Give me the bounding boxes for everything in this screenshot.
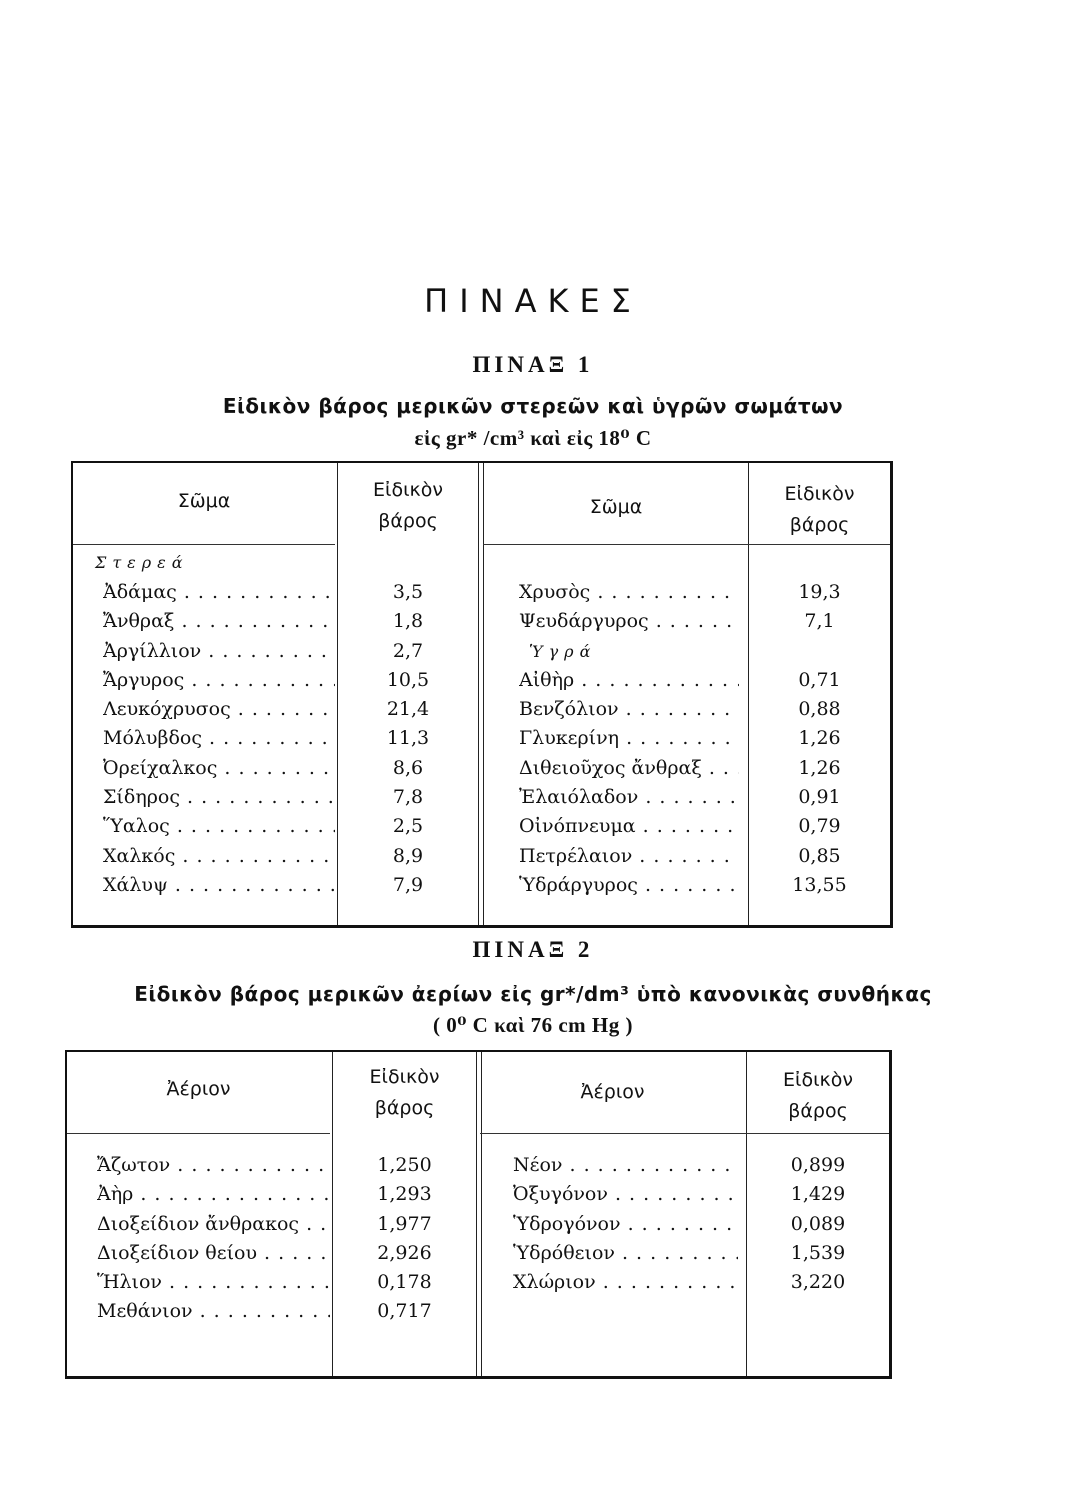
table1-header-body-right: Σῶμα — [589, 496, 643, 518]
specific-weight-value: 1,26 — [798, 756, 841, 779]
gas-name: Ὑδρογόνον . . . — [513, 1210, 738, 1239]
specific-weight-value: 1,977 — [377, 1212, 432, 1235]
substance-name: Ψευδάργυρος . . . — [519, 607, 739, 636]
table2-caption-line2: ( 0⁰ C καὶ 76 cm Hg ) — [432, 1013, 634, 1037]
table1-left-names — [103, 578, 335, 900]
table2-right-names — [513, 1151, 738, 1297]
specific-weight-value: 1,26 — [798, 727, 841, 750]
substance-name: Βενζόλιον . . . — [519, 695, 739, 724]
table1-caption-line2: εἰς gr* /cm³ καὶ εἰς 18⁰ C — [414, 426, 652, 450]
specific-weight-value: 7,8 — [392, 786, 424, 809]
substance-name: Χαλκός . . . — [103, 842, 335, 871]
specific-weight-value: 2,926 — [377, 1241, 432, 1264]
substance-name: Γλυκερίνη . . . — [519, 724, 739, 753]
specific-weight-value: 0,85 — [798, 844, 841, 867]
specific-weight-value: 13,55 — [792, 873, 847, 896]
specific-weight-value: 0,91 — [798, 786, 841, 809]
table2-caption-line1: Εἰδικὸν βάρος μερικῶν ἀερίων εἰς gr*/dm³ ὑπὸ κανονικὰς συνθήκας — [134, 982, 932, 1006]
gas-name: Διοξείδιον θείου . . . — [97, 1239, 330, 1268]
table1-caption-line1: Εἰδικὸν βάρος μερικῶν στερεῶν καὶ ὑγρῶν σωμάτων — [222, 394, 844, 418]
gas-name: Μεθάνιον . . . — [97, 1297, 330, 1326]
table2-header-weight-right: Εἰδικὸν βάρος — [783, 1069, 853, 1122]
substance-name: Χάλυψ . . . — [103, 871, 335, 900]
table2-heading: ΠΙΝΑΞ 2 — [472, 937, 594, 962]
substance-name: Ἀργίλλιον . . . — [103, 637, 335, 666]
specific-weight-value: 1,293 — [377, 1183, 432, 1206]
substance-name: Ἄνθραξ . . . — [103, 607, 335, 636]
substance-name: Ἐλαιόλαδον . . . — [519, 783, 739, 812]
specific-weight-value: 2,7 — [392, 639, 424, 662]
table1-header-weight-right: Εἰδικὸν βάρος — [784, 483, 855, 536]
table1-header-body-left: Σῶμα — [177, 490, 231, 512]
substance-name: Ἀδάμας . . . — [103, 578, 335, 607]
substance-name: Ὕαλος . . . — [103, 812, 335, 841]
gas-name: Ὀξυγόνον . . . — [513, 1180, 738, 1209]
substance-name: Μόλυβδος . . . — [103, 724, 335, 753]
specific-weight-value: 19,3 — [798, 581, 841, 603]
gas-name: Ἄζωτον . . . — [97, 1151, 330, 1180]
row-spacer — [749, 637, 890, 666]
substance-name: Λευκόχρυσος . . . — [103, 695, 335, 724]
section-label-liquids: Ὑγρά — [529, 641, 597, 661]
table1-left-values — [338, 578, 478, 900]
specific-weight-value: 11,3 — [386, 727, 430, 750]
table2-right-values — [747, 1151, 889, 1297]
table2-left-values — [333, 1151, 476, 1327]
specific-weight-value: 0,899 — [790, 1154, 846, 1176]
specific-weight-value: 8,9 — [392, 844, 424, 867]
table1-right-names — [519, 578, 739, 900]
specific-weight-value: 3,220 — [790, 1271, 846, 1294]
specific-weight-value: 1,8 — [392, 610, 424, 633]
specific-weight-value: 21,4 — [386, 698, 430, 721]
table1 — [71, 461, 893, 928]
table2-header-weight-left: Εἰδικὸν βάρος — [369, 1066, 440, 1119]
table2-header-body-right: Ἀέριον — [580, 1081, 645, 1103]
gas-name: Ἀὴρ . . . — [97, 1180, 330, 1209]
gas-name: Διοξείδιον ἄνθρακος . . . — [97, 1210, 330, 1239]
substance-name: Αἰθὴρ . . . — [519, 666, 739, 695]
specific-weight-value: 8,6 — [392, 756, 424, 779]
specific-weight-value: 0,717 — [377, 1300, 432, 1323]
table1-right-values — [749, 578, 890, 900]
table2-left-names — [97, 1151, 330, 1327]
substance-name: Σίδηρος . . . — [103, 783, 335, 812]
gas-name: Χλώριον . . . — [513, 1268, 738, 1297]
page-title: ΠΙΝΑΚΕΣ — [424, 282, 642, 320]
specific-weight-value: 7,1 — [804, 610, 835, 633]
gas-name: Νέον . . . — [513, 1151, 738, 1180]
section-label-solids: Στερεά — [95, 553, 189, 572]
specific-weight-value: 7,9 — [392, 873, 424, 896]
specific-weight-value: 2,5 — [392, 815, 424, 838]
specific-weight-value: 1,250 — [377, 1154, 432, 1176]
gas-name: Ὑδρόθειον . . . — [513, 1239, 738, 1268]
specific-weight-value: 0,178 — [377, 1271, 432, 1294]
specific-weight-value: 0,089 — [790, 1212, 846, 1235]
specific-weight-value: 1,539 — [790, 1241, 846, 1264]
table2-header-body-left: Ἀέριον — [166, 1078, 231, 1100]
substance-name: Ὑδράργυρος . . . — [519, 871, 739, 900]
table1-heading: ΠΙΝΑΞ 1 — [472, 352, 594, 377]
substance-name: Ὀρείχαλκος . . . — [103, 754, 335, 783]
specific-weight-value: 3,5 — [392, 581, 424, 603]
substance-name: Χρυσὸς . . . — [519, 578, 739, 607]
specific-weight-value: 10,5 — [386, 668, 430, 691]
specific-weight-value: 0,88 — [798, 698, 841, 721]
specific-weight-value: 1,429 — [790, 1183, 846, 1206]
substance-name: Ἄργυρος . . . — [103, 666, 335, 695]
table2 — [65, 1050, 892, 1379]
gas-name: Ἥλιον . . . — [97, 1268, 330, 1297]
substance-name: Διθειοῦχος ἄνθραξ . . . — [519, 754, 739, 783]
specific-weight-value: 0,71 — [798, 668, 841, 691]
table1-header-weight-left: Εἰδικὸν βάρος — [373, 479, 443, 532]
substance-name: Πετρέλαιον . . . — [519, 842, 739, 871]
substance-name: Οἰνόπνευμα . . . — [519, 812, 739, 841]
specific-weight-value: 0,79 — [798, 815, 841, 838]
